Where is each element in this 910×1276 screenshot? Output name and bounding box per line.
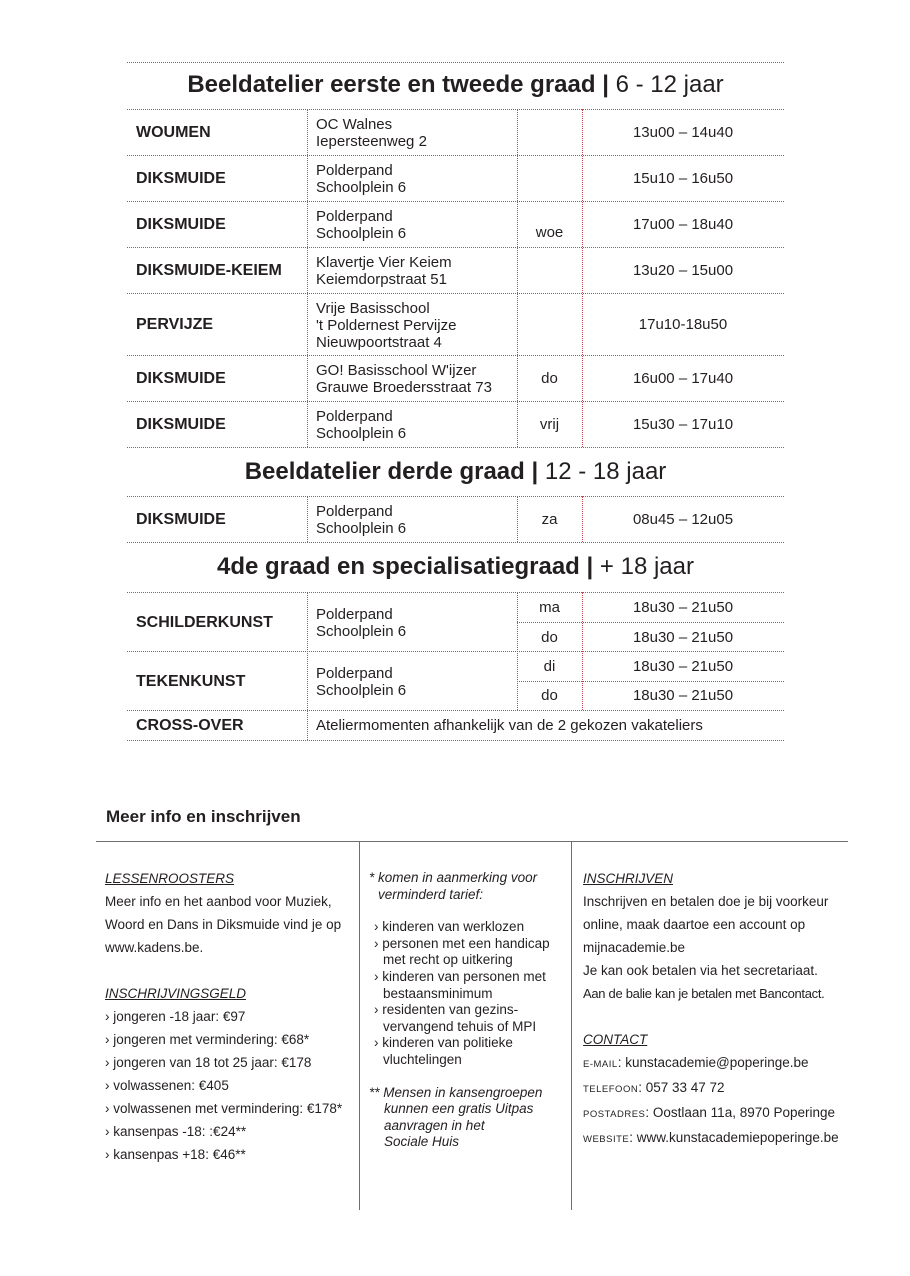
tarief-item: › personen met een handicap met recht op uitkering [374, 935, 550, 968]
location-cell: Vrije Basisschool 't Poldernest Pervijze Nieuwpoortstraat 4 [316, 300, 457, 351]
city-cell: SCHILDERKUNST [136, 614, 273, 631]
city-cell: DIKSMUIDE-KEIEM [136, 262, 282, 279]
location-cell: Polderpand Schoolplein 6 [316, 503, 407, 537]
tarief-item: › kinderen van werklozen [374, 919, 525, 935]
location-cell: Polderpand Schoolplein 6 [316, 408, 407, 442]
rule [127, 401, 784, 402]
uitpas-note: aanvragen in het [384, 1117, 485, 1133]
time-cell: 15u30 – 17u10 [632, 416, 734, 433]
contact-phone[interactable]: TELEFOON: 057 33 47 72 [583, 1080, 725, 1095]
time-cell: 18u30 – 21u50 [632, 599, 734, 616]
time-cell: 13u00 – 14u40 [632, 124, 734, 141]
time-cell: 18u30 – 21u50 [632, 658, 734, 675]
info-line: Aan de balie kan je betalen met Bancontact. [583, 986, 825, 1001]
column-divider [359, 842, 360, 1210]
section-title: Beeldatelier eerste en tweede graad | 6 - 12 jaar [187, 71, 724, 98]
info-line: Meer info en het aanbod voor Muziek, [105, 894, 332, 909]
crossover-text: Ateliermomenten afhankelijk van de 2 gekozen vakateliers [316, 717, 703, 734]
rule [127, 355, 784, 356]
fee-item: › jongeren van 18 tot 25 jaar: €178 [105, 1055, 312, 1070]
info-col-right [583, 867, 853, 1151]
info-line: Je kan ook betalen via het secretariaat. [583, 963, 818, 978]
contact-website[interactable]: WEBSITE: www.kunstacademiepoperinge.be [583, 1130, 839, 1145]
tarief-heading: verminderd tarief: [378, 886, 484, 902]
location-cell: Polderpand Schoolplein 6 [316, 606, 407, 640]
rule [517, 681, 784, 682]
uitpas-note: kunnen een gratis Uitpas [384, 1101, 534, 1117]
city-cell: WOUMEN [136, 124, 211, 141]
city-cell: PERVIJZE [136, 316, 214, 333]
tarief-item: › kinderen van politieke vluchtelingen [374, 1035, 513, 1067]
day-cell: do [541, 370, 558, 387]
time-cell: 15u10 – 16u50 [632, 170, 734, 187]
fee-item: › kansenpas +18: €46** [105, 1147, 246, 1162]
city-cell: CROSS-OVER [136, 717, 244, 734]
rule [127, 62, 784, 63]
time-cell: 18u30 – 21u50 [632, 687, 734, 704]
day-cell: do [541, 687, 558, 704]
contact-heading: CONTACT [583, 1032, 648, 1047]
contact-address: POSTADRES: Oostlaan 11a, 8970 Poperinge [583, 1105, 836, 1120]
info-line: mijnacademie.be [583, 940, 686, 955]
rule [127, 496, 784, 497]
fee-item: › kansenpas -18: :€24** [105, 1124, 247, 1139]
time-cell: 18u30 – 21u50 [632, 629, 734, 646]
fee-item: › volwassenen: €405 [105, 1078, 229, 1093]
day-cell: vrij [539, 416, 560, 433]
uitpas-note: ** Mensen in kansengroepen [369, 1084, 543, 1100]
rule [127, 293, 784, 294]
city-cell: DIKSMUIDE [136, 370, 226, 387]
rule [127, 155, 784, 156]
location-cell: Polderpand Schoolplein 6 [316, 665, 407, 699]
time-cell: 16u00 – 17u40 [632, 370, 734, 387]
time-cell: 17u00 – 18u40 [632, 216, 734, 233]
uitpas-note: Sociale Huis [384, 1134, 460, 1150]
city-cell: TEKENKUNST [136, 673, 246, 690]
tarief-item: › residenten van gezins-vervangend tehuis of MPI [374, 1002, 537, 1034]
city-cell: DIKSMUIDE [136, 170, 226, 187]
rule [127, 447, 784, 448]
day-cell: di [543, 658, 556, 675]
fee-item: › jongeren -18 jaar: €97 [105, 1009, 246, 1024]
column-divider [571, 842, 572, 1210]
divider [96, 841, 848, 842]
info-line: Woord en Dans in Diksmuide vind je op [105, 917, 342, 932]
rule [127, 740, 784, 741]
rule [127, 109, 784, 110]
rule [127, 710, 784, 711]
fee-item: › jongeren met vermindering: €68* [105, 1032, 310, 1047]
day-cell: woe [535, 224, 564, 241]
contact-email[interactable]: E-MAIL: kunstacademie@poperinge.be [583, 1055, 809, 1070]
col-rule [307, 109, 308, 447]
rule [127, 651, 784, 652]
city-cell: DIKSMUIDE [136, 416, 226, 433]
rule [127, 247, 784, 248]
fee-item: › volwassenen met vermindering: €178* [105, 1101, 343, 1116]
tarief-heading: * komen in aanmerking voor [369, 870, 538, 885]
time-cell: 13u20 – 15u00 [632, 262, 734, 279]
info-title: Meer info en inschrijven [106, 807, 301, 826]
location-cell: OC Walnes Iepersteenweg 2 [316, 116, 427, 150]
rule [517, 622, 784, 623]
info-line: Inschrijven en betalen doe je bij voorkeur [583, 894, 829, 909]
location-cell: Polderpand Schoolplein 6 [316, 162, 407, 196]
day-cell: za [541, 511, 558, 528]
time-cell: 08u45 – 12u05 [632, 511, 734, 528]
rule [127, 592, 784, 593]
location-cell: Polderpand Schoolplein 6 [316, 208, 407, 242]
info-line: online, maak daartoe een account op [583, 917, 806, 932]
location-cell: Klavertje Vier Keiem Keiemdorpstraat 51 [316, 254, 452, 288]
info-col-middle [369, 870, 564, 1151]
city-cell: DIKSMUIDE [136, 511, 226, 528]
rule [127, 542, 784, 543]
section-title: Beeldatelier derde graad | 12 - 18 jaar [244, 458, 667, 485]
col-rule [307, 496, 308, 542]
time-cell: 17u10-18u50 [638, 316, 728, 333]
location-cell: GO! Basisschool W'ijzer Grauwe Broedersstraat 73 [316, 362, 492, 396]
rule [127, 201, 784, 202]
day-cell: do [541, 629, 558, 646]
inschrijven-heading: INSCHRIJVEN [583, 871, 674, 886]
day-cell: ma [539, 599, 560, 616]
lessenroosters-heading: LESSENROOSTERS [105, 871, 235, 886]
inschrijvingsgeld-heading: INSCHRIJVINGSGELD [105, 986, 247, 1001]
section-title: 4de graad en specialisatiegraad | + 18 jaar [217, 553, 694, 580]
info-col-left [105, 867, 355, 1166]
col-rule [517, 109, 518, 447]
tarief-item: › kinderen van personen met bestaansminimum [374, 968, 546, 1001]
col-rule [307, 592, 308, 740]
info-line: www.kadens.be. [105, 940, 204, 955]
city-cell: DIKSMUIDE [136, 216, 226, 233]
